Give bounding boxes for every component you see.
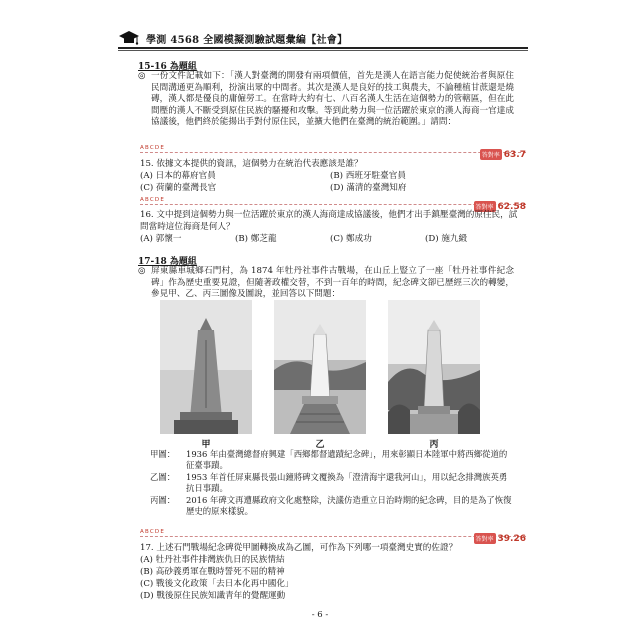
page-number: - 6 - bbox=[311, 610, 329, 620]
option-d[interactable]: (D) 戰後原住民族知識青年的覺醒運動 bbox=[140, 591, 286, 601]
group-label-15-16: 15-16 為題組 bbox=[138, 62, 197, 72]
caption-yi bbox=[150, 472, 512, 495]
header-rule-thin bbox=[118, 50, 528, 51]
option-d[interactable]: (D) 施九緞 bbox=[425, 234, 468, 244]
bullet-mark: ◎ bbox=[138, 266, 146, 276]
answer-marks-17: ABCDE bbox=[140, 529, 165, 535]
option-b[interactable]: (B) 西班牙駐臺官員 bbox=[330, 171, 406, 181]
photo-jia bbox=[160, 300, 252, 434]
caption-list bbox=[150, 449, 512, 517]
passage-17-18 bbox=[140, 266, 514, 301]
option-b[interactable]: (B) 高砂義勇軍在戰時誓死不屈的精神 bbox=[140, 567, 285, 577]
score-value: 39.26 bbox=[497, 533, 526, 544]
photo-label-jia: 甲 bbox=[201, 440, 211, 450]
caption-text: 2016 年碑文再遭縣政府文化處整除，決議仿造重立日治時期的紀念碑，目的是為了恢復歷史的原來樣貌。 bbox=[186, 494, 512, 517]
caption-text: 1953 年首任屏東縣長張山鐘將碑文覆換為「澄清海宇還我河山」，用以紀念排灣族英勇抗日事蹟。 bbox=[186, 471, 508, 494]
answer-marks-15: ABCDE bbox=[140, 145, 165, 151]
passage-text: 屏東縣車城鄉石門村，為 1874 年牡丹社事件古戰場，在山丘上豎立了一座「牡丹社事件紀念碑」作為歷史重要見證，但隨著政權交替，不到一百年的時間，紀念碑文卻已歷經三次的轉變，參見甲、乙、丙三圖像及圖說，並回答以下問題： bbox=[151, 266, 514, 300]
caption-key: 甲圖： bbox=[150, 449, 176, 459]
option-a[interactable]: (A) 牡丹社事件排灣族仇日的民族情結 bbox=[140, 555, 285, 565]
caption-jia bbox=[150, 449, 512, 472]
question-16: 16. 文中提到這個勢力與一位活躍於東京的漢人海商達成協議後，他們才出手鎮壓臺灣的原住民，試問當時這位海商是何人？ bbox=[140, 210, 518, 232]
caption-key: 丙圖： bbox=[150, 494, 176, 505]
question-15: 15. 依據文本提供的資訊，這個勢力在統治代表應該是誰？ bbox=[140, 159, 363, 169]
score-value: 62.58 bbox=[497, 201, 526, 212]
photo-bing bbox=[388, 300, 480, 434]
photo-label-yi: 乙 bbox=[315, 440, 325, 450]
option-c[interactable]: (C) 鄭成功 bbox=[330, 234, 372, 244]
bullet-mark: ◎ bbox=[138, 71, 146, 81]
question-17: 17. 上述石門戰場紀念碑從甲圖轉換成為乙圖，可作為下列哪一項臺灣史實的佐證？ bbox=[140, 543, 458, 553]
header-title: 學測 4568 全國模擬測驗試題彙編【社會】 bbox=[146, 34, 348, 46]
passage-text: 一份文件記載如下：「漢人對臺灣的開發有兩項價值，首先是漢人在語言能力促使統治者與原住民間溝通更為順利，扮演出眾的中間者。其次是漢人是良好的技工與農夫，不論種植甘蔗還是燒磚，漢人都是優良的庸僱勞工。在當時大約有七、八百名漢人生活在這個勢力的管轄區，但在此間壓的漢人不斷受到原住民族的騷擾和攻擊。等到此勢力與一位活躍於東京的漢人海商一官達成協議後，他們終於能揚出手對付原住民，並擴大他們在臺灣的統治範圍。」請問： bbox=[151, 71, 514, 128]
option-c[interactable]: (C) 戰後文化政策「去日本化再中國化」 bbox=[140, 579, 294, 589]
option-c[interactable]: (C) 荷蘭的臺灣長官 bbox=[140, 183, 217, 193]
answer-divider-16 bbox=[140, 204, 526, 205]
option-a[interactable]: (A) 日本的幕府官員 bbox=[140, 171, 216, 181]
page-header bbox=[118, 30, 538, 46]
answer-divider-15 bbox=[140, 152, 526, 153]
score-tag: 答對率 bbox=[474, 533, 496, 544]
photo-yi bbox=[274, 300, 366, 434]
caption-bing bbox=[150, 495, 512, 518]
header-rule bbox=[118, 47, 528, 49]
score-tag: 答對率 bbox=[480, 149, 502, 160]
caption-key: 乙圖： bbox=[150, 471, 176, 482]
photo-label-bing: 丙 bbox=[429, 440, 439, 450]
score-value: 63.7 bbox=[503, 149, 526, 160]
passage-15-16 bbox=[140, 71, 514, 129]
option-a[interactable]: (A) 郭懷一 bbox=[140, 234, 182, 244]
answer-marks-16: ABCDE bbox=[140, 197, 165, 203]
score-tag: 答對率 bbox=[474, 201, 496, 212]
group-label-17-18: 17-18 為題組 bbox=[138, 257, 197, 267]
option-b[interactable]: (B) 鄭芝龍 bbox=[235, 234, 277, 244]
caption-text: 1936 年由臺灣總督府興建「西鄉都督遺蹟紀念碑」，用來彰顯日本陸軍中將西鄉從道的征臺事蹟。 bbox=[186, 449, 508, 471]
graduation-cap-icon bbox=[118, 30, 140, 46]
option-d[interactable]: (D) 滿清的臺灣知府 bbox=[330, 183, 407, 193]
answer-divider-17 bbox=[140, 536, 526, 537]
